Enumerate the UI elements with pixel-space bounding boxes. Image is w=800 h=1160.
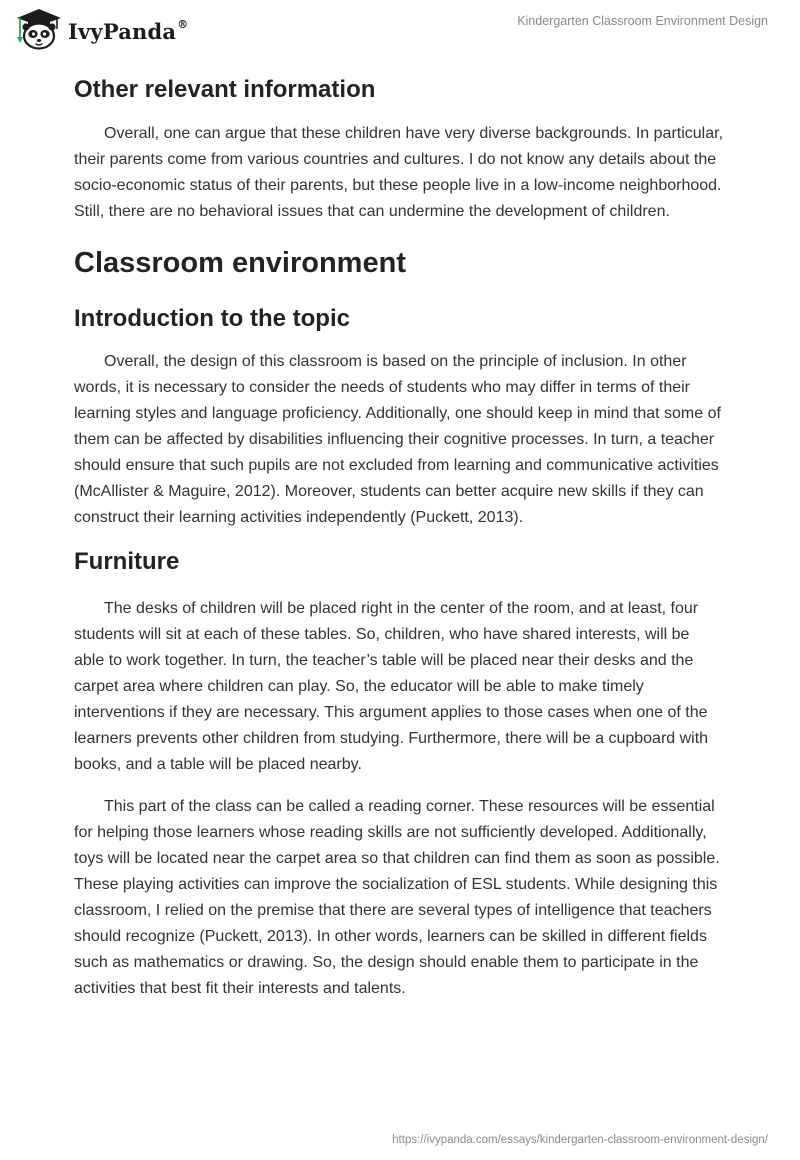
ivypanda-logo[interactable] [14,7,188,51]
heading-introduction: Introduction to the topic [74,305,350,332]
paragraph-introduction: Overall, the design of this classroom is based on the principle of inclusion. In other words, it is necessary to consider the needs of students who may differ in terms of their learning styles and language proficiency. Additionally, one should keep in mind that some of them can be affected by disabilities influencing their cognitive processes. In turn, a teacher should ensure that such pupils are not excluded from learning and communicative activities (McAllister & Maguire, 2012). Moreover, students can better acquire new skills if they can construct their learning activities independently (Puckett, 2013). [74,353,721,526]
brand-name: IvyPanda® [68,17,189,44]
essay-content [74,72,724,1002]
heading-other-relevant-information: Other relevant information [74,76,376,103]
heading-furniture: Furniture [74,548,180,575]
heading-classroom-environment: Classroom environment [74,247,406,279]
document-title: Kindergarten Classroom Environment Design [517,14,768,28]
registered-mark: ® [177,17,189,31]
paragraph-furniture-1: The desks of children will be placed right in the center of the room, and at least, four students will sit at each of these tables. So, children, who have shared interests, will be able to work together. In turn, the teacher’s table will be placed near their desks and the carpet area where children can play. So, the educator will be able to make timely interventions if they are necessary. This argument applies to those cases when one of the learners prevents other children from studying. Furthermore, there will be a cupboard with books, and a table will be placed nearby. [74,600,709,773]
paragraph-other-info: Overall, one can argue that these children have very diverse backgrounds. In particular, their parents come from various countries and cultures. I do not know any details about the socio-economic status of their parents, but these people live in a low-income neighborhood. Still, there are no behavioral issues that can undermine the development of children. [74,125,724,220]
source-url[interactable]: https://ivypanda.com/essays/kindergarten-classroom-environment-design/ [392,1134,768,1146]
page-header [0,0,800,70]
panda-graduate-icon [14,7,64,51]
paragraph-furniture-2: This part of the class can be called a reading corner. These resources will be essential for helping those learners whose reading skills are not sufficiently developed. Additionally, toys will be located near the carpet area so that children can find them as soon as possible. These playing activities can improve the socialization of ESL students. While designing this classroom, I relied on the premise that there are several types of intelligence that teachers should recognize (Puckett, 2013). In other words, learners can be skilled in different fields such as mathematics or drawing. So, the design should enable them to participate in the activities that best fit their interests and talents. [74,798,720,997]
